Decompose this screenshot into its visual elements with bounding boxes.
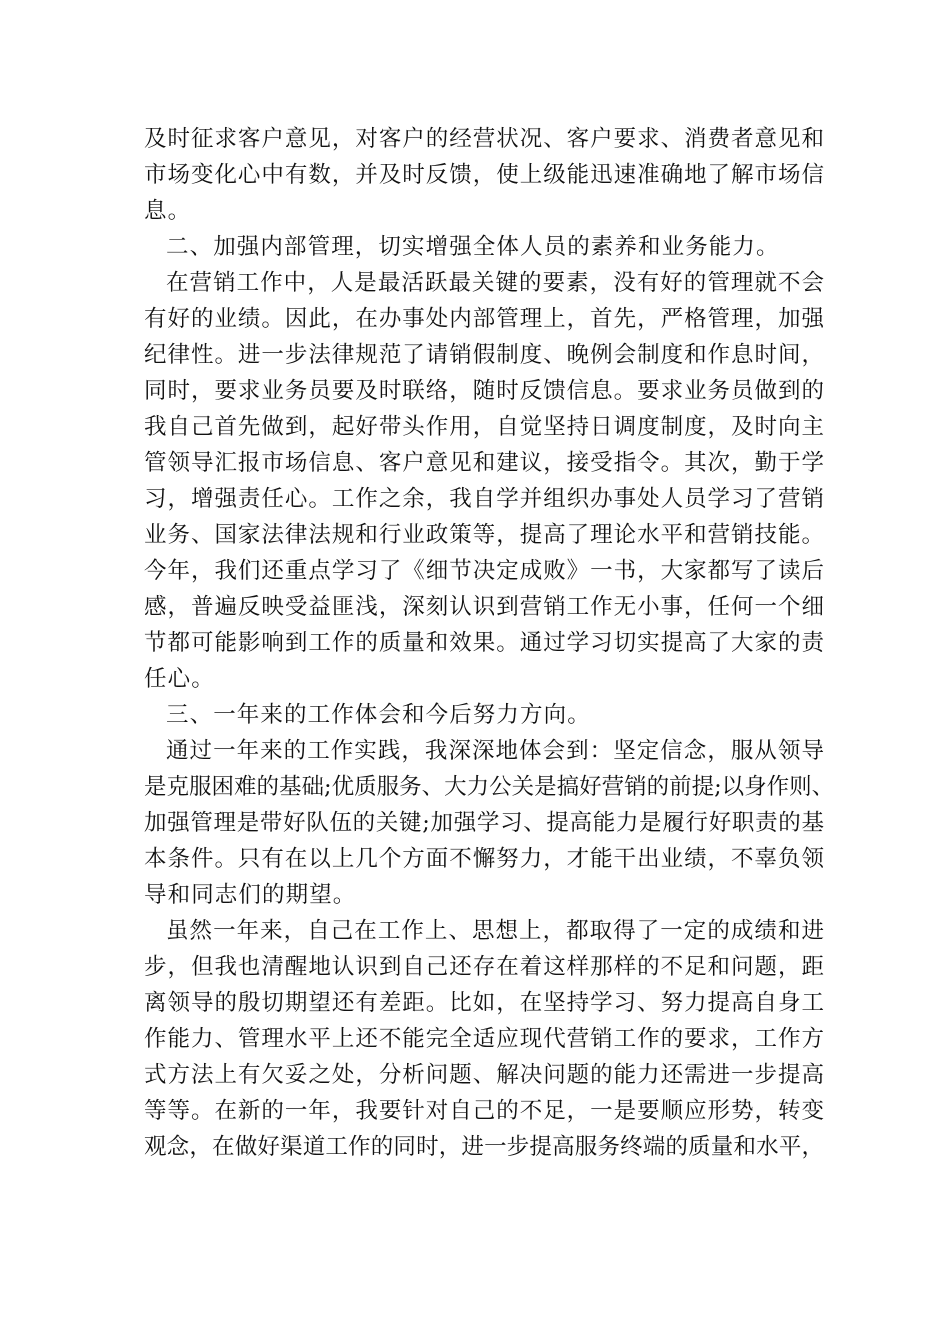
text-line: 在营销工作中，人是最活跃最关键的要素，没有好的管理就不会 <box>166 270 824 296</box>
text-line: 息。 <box>144 198 192 224</box>
text-line: 式方法上有欠妥之处，分析问题、解决问题的能力还需进一步提高 <box>144 1062 824 1088</box>
text-line: 纪律性。进一步法律规范了请销假制度、晚例会制度和作息时间， <box>144 342 824 368</box>
text-line: 观念，在做好渠道工作的同时，进一步提高服务终端的质量和水平， <box>144 1134 824 1160</box>
text-line: 习，增强责任心。工作之余，我自学并组织办事处人员学习了营销 <box>144 486 824 512</box>
text-line: 有好的业绩。因此，在办事处内部管理上，首先，严格管理，加强 <box>144 306 824 332</box>
text-line: 业务、国家法律法规和行业政策等，提高了理论水平和营销技能。 <box>144 522 824 548</box>
body-text <box>144 121 835 1165</box>
text-line: 同时，要求业务员要及时联络，随时反馈信息。要求业务员做到的 <box>144 378 824 404</box>
text-line: 虽然一年来，自己在工作上、思想上，都取得了一定的成绩和进 <box>166 918 824 944</box>
section-heading: 三、一年来的工作体会和今后努力方向。 <box>166 702 591 728</box>
text-line: 及时征求客户意见，对客户的经营状况、客户要求、消费者意见和 <box>144 126 824 152</box>
text-line: 今年，我们还重点学习了《细节决定成败》一书，大家都写了读后 <box>144 558 824 584</box>
text-line: 是克服困难的基础;优质服务、大力公关是搞好营销的前提;以身作则、 <box>144 774 835 800</box>
text-line: 离领导的殷切期望还有差距。比如，在坚持学习、努力提高自身工 <box>144 990 824 1016</box>
text-line: 通过一年来的工作实践，我深深地体会到：坚定信念，服从领导 <box>166 738 824 764</box>
text-line: 等等。在新的一年，我要针对自己的不足，一是要顺应形势，转变 <box>144 1098 824 1124</box>
text-line: 作能力、管理水平上还不能完全适应现代营销工作的要求，工作方 <box>144 1026 824 1052</box>
text-line: 任心。 <box>144 666 215 692</box>
text-line: 市场变化心中有数，并及时反馈，使上级能迅速准确地了解市场信 <box>144 162 824 188</box>
text-line: 我自己首先做到，起好带头作用，自觉坚持日调度制度，及时向主 <box>144 414 824 440</box>
text-line: 感，普遍反映受益匪浅，深刻认识到营销工作无小事，任何一个细 <box>144 594 824 620</box>
text-line: 导和同志们的期望。 <box>144 882 357 908</box>
section-heading: 二、加强内部管理，切实增强全体人员的素养和业务能力。 <box>166 234 780 260</box>
text-line: 管领导汇报市场信息、客户意见和建议，接受指令。其次，勤于学 <box>144 450 824 476</box>
text-line: 本条件。只有在以上几个方面不懈努力，才能干出业绩，不辜负领 <box>144 846 824 872</box>
text-line: 加强管理是带好队伍的关键;加强学习、提高能力是履行好职责的基 <box>144 810 824 836</box>
text-line: 步，但我也清醒地认识到自己还存在着这样那样的不足和问题，距 <box>144 954 824 980</box>
text-line: 节都可能影响到工作的质量和效果。通过学习切实提高了大家的责 <box>144 630 824 656</box>
